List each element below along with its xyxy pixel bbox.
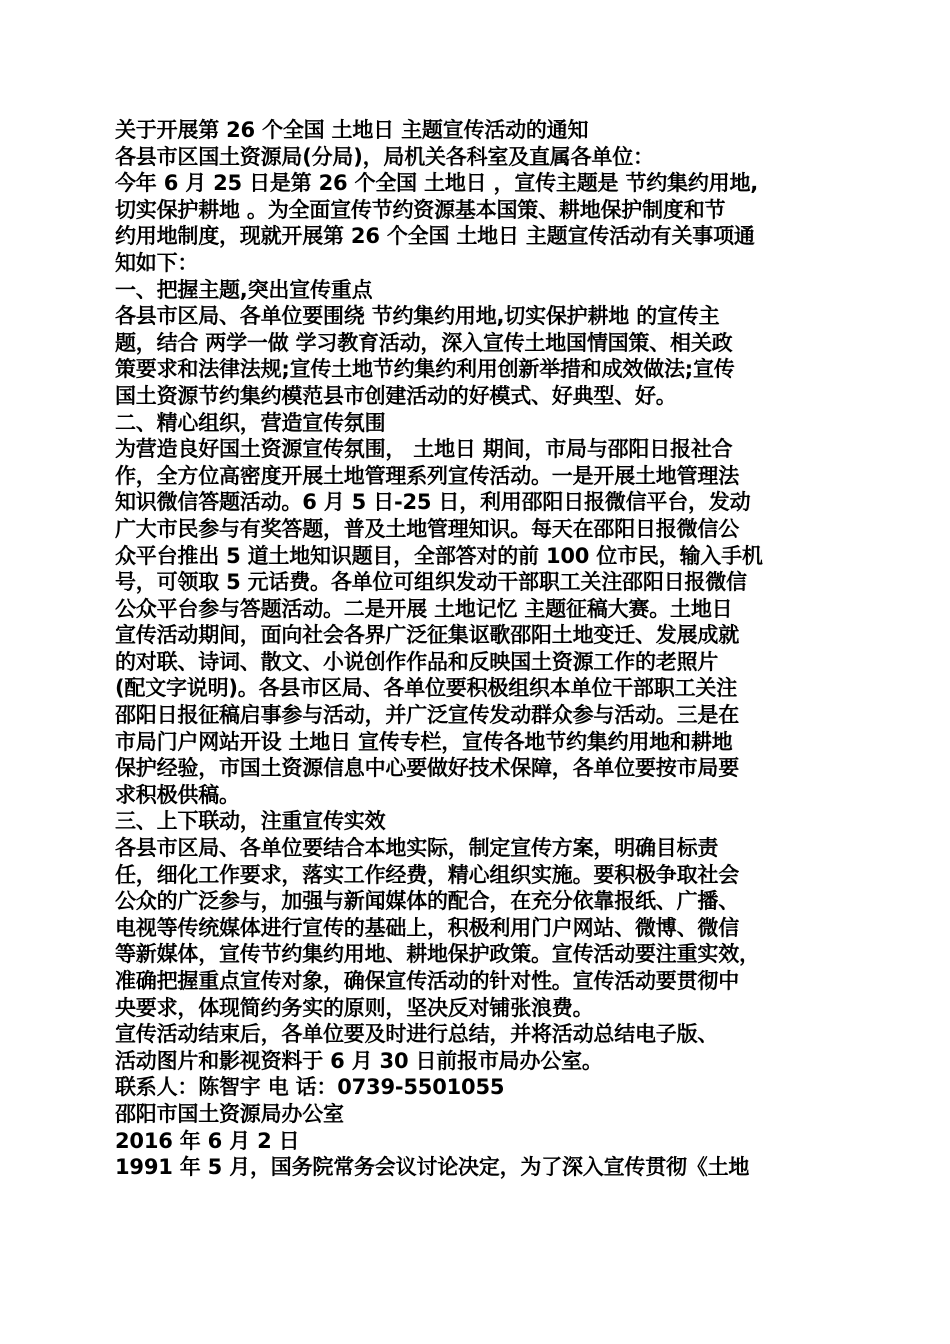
- issuer-line: 邵阳市国土资源局办公室: [115, 1101, 344, 1126]
- doc-line: 市局门户网站开设 土地日 宣传专栏，宣传各地节约集约用地和耕地: [115, 729, 733, 754]
- doc-line: 各县市区局、各单位要结合本地实际，制定宣传方案，明确目标责: [115, 836, 719, 861]
- doc-line: 央要求，体现简约务实的原则，坚决反对铺张浪费。: [115, 995, 594, 1020]
- doc-line: 的对联、诗词、散文、小说创作作品和反映国土资源工作的老照片: [115, 649, 719, 674]
- doc-line: 国土资源节约集约模范县市创建活动的好模式、好典型、好。: [115, 383, 677, 408]
- doc-line: 求积极供稿。: [115, 782, 240, 807]
- contact-line: 联系人：陈智宇 电 话：0739-5501055: [115, 1075, 505, 1100]
- section-heading-2: 二、精心组织，营造宣传氛围: [115, 410, 386, 435]
- doc-line: 约用地制度，现就开展第 26 个全国 土地日 主题宣传活动有关事项通: [115, 224, 755, 249]
- doc-line: 切实保护耕地 。为全面宣传节约资源基本国策、耕地保护制度和节: [115, 197, 726, 222]
- section-heading-3: 三、上下联动，注重宣传实效: [115, 809, 386, 834]
- doc-title: 关于开展第 26 个全国 土地日 主题宣传活动的通知: [115, 118, 589, 142]
- doc-line: 知如下：: [115, 250, 199, 275]
- section-heading-1: 一、把握主题,突出宣传重点: [115, 277, 373, 302]
- doc-line: 活动图片和影视资料于 6 月 30 日前报市局办公室。: [115, 1048, 603, 1073]
- doc-line: 号，可领取 5 元话费。各单位可组织发动干部职工关注邵阳日报微信: [115, 570, 747, 595]
- doc-line: 宣传活动结束后，各单位要及时进行总结，并将活动总结电子版、: [115, 1022, 719, 1047]
- doc-line: 宣传活动期间，面向社会各界广泛征集讴歌邵阳土地变迁、发展成就: [115, 623, 739, 648]
- doc-line: 公众平台参与答题活动。二是开展 土地记忆 主题征稿大赛。土地日: [115, 596, 733, 621]
- doc-recipients: 各县市区国土资源局(分局)，局机关各科室及直属各单位：: [115, 144, 654, 169]
- doc-line: 策要求和法律法规;宣传土地节约集约利用创新举措和成效做法;宣传: [115, 357, 735, 382]
- doc-line: 任，细化工作要求，落实工作经费，精心组织实施。要积极争取社会: [115, 862, 739, 887]
- doc-line: 众平台推出 5 道土地知识题目，全部答对的前 100 位市民，输入手机: [115, 543, 763, 568]
- doc-line: 等新媒体，宣传节约集约用地、耕地保护政策。宣传活动要注重实效，: [115, 942, 760, 967]
- date-line: 2016 年 6 月 2 日: [115, 1128, 300, 1153]
- doc-line: 邵阳日报征稿启事参与活动，并广泛宣传发动群众参与活动。三是在: [115, 703, 739, 728]
- document-body: [115, 117, 837, 1181]
- doc-line: 1991 年 5 月，国务院常务会议讨论决定，为了深入宣传贯彻《土地: [115, 1155, 750, 1180]
- doc-line: 各县市区局、各单位要围绕 节约集约用地,切实保护耕地 的宣传主: [115, 304, 720, 329]
- doc-line: 知识微信答题活动。6 月 5 日-25 日，利用邵阳日报微信平台，发动: [115, 490, 751, 515]
- doc-line: 为营造良好国土资源宣传氛围， 土地日 期间，市局与邵阳日报社合: [115, 437, 733, 462]
- doc-line: 电视等传统媒体进行宣传的基础上，积极利用门户网站、微博、微信: [115, 915, 739, 940]
- doc-line: 准确把握重点宣传对象，确保宣传活动的针对性。宣传活动要贯彻中: [115, 969, 739, 993]
- doc-line: 广大市民参与有奖答题，普及土地管理知识。每天在邵阳日报微信公: [115, 516, 739, 541]
- doc-line: 公众的广泛参与，加强与新闻媒体的配合，在充分依靠报纸、广播、: [115, 889, 739, 914]
- doc-line: 保护经验，市国土资源信息中心要做好技术保障，各单位要按市局要: [115, 756, 739, 781]
- doc-line: 今年 6 月 25 日是第 26 个全国 土地日 ，宣传主题是 节约集约用地,: [115, 171, 759, 196]
- doc-line: (配文字说明)。各县市区局、各单位要积极组织本单位干部职工关注: [115, 676, 737, 701]
- doc-line: 作，全方位高密度开展土地管理系列宣传活动。一是开展土地管理法: [115, 463, 739, 488]
- doc-line: 题，结合 两学一做 学习教育活动，深入宣传土地国情国策、相关政: [115, 330, 733, 355]
